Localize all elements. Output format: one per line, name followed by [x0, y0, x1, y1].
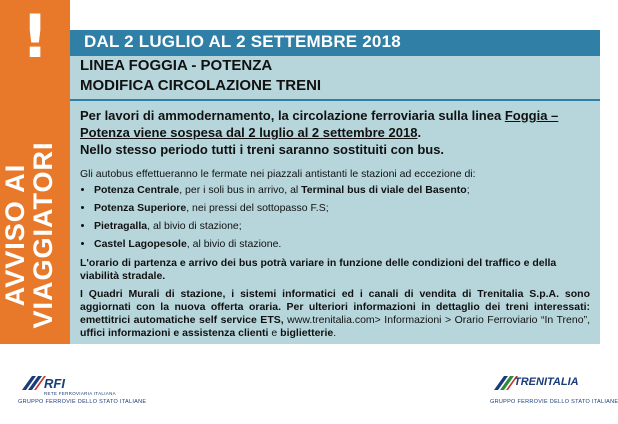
- list-item: [94, 219, 590, 233]
- list-item: [94, 183, 590, 197]
- stop-end: ;: [466, 184, 470, 196]
- side-label-line2: VIAGGIATORI: [28, 141, 58, 329]
- stop-detail: , al bivio di stazione.: [186, 238, 282, 250]
- stop-name: Pietragalla: [94, 220, 148, 232]
- list-item: [94, 237, 590, 251]
- title-line1: LINEA FOGGIA - POTENZA: [80, 57, 273, 74]
- date-range: DAL 2 LUGLIO AL 2 SETTEMBRE 2018: [84, 32, 401, 51]
- stops-intro: Gli autobus effettueranno le fermate nei piazzali antistanti le stazioni ad eccezione di:: [80, 168, 476, 180]
- info-part6: .: [333, 327, 337, 339]
- rfi-brand: RFI: [44, 376, 65, 391]
- stops-section: [80, 167, 590, 255]
- intro-paragraph: [80, 107, 590, 158]
- stop-name: Potenza Superiore: [94, 202, 187, 214]
- stop-name: Castel Lagopesole: [94, 238, 187, 250]
- trenitalia-brand: TRENITALIA: [514, 376, 579, 388]
- rfi-group: GRUPPO FERROVIE DELLO STATO ITALIANE: [18, 399, 147, 405]
- info-part5: biglietterie: [280, 327, 334, 339]
- stop-name: Potenza Centrale: [94, 184, 180, 196]
- rfi-sub: RETE FERROVIARIA ITALIANA: [44, 391, 116, 396]
- side-label-line1: AVVISO AI: [0, 163, 30, 307]
- list-item: [94, 201, 590, 215]
- trenitalia-logo: [490, 372, 618, 412]
- side-label: [1, 121, 71, 349]
- info-part2: www.trenitalia.com> Informazioni > Orario Ferroviario “In Treno”,: [283, 314, 590, 326]
- stop-bold2: Terminal bus di viale del Basento: [301, 184, 467, 196]
- info-part3: uffici informazioni e assistenza clienti: [80, 327, 269, 339]
- stop-detail: , nei pressi del sottopasso F.S;: [186, 202, 329, 214]
- schedule-note: L'orario di partenza e arrivo dei bus potrà variare in funzione delle condizioni del traffico e della viabilità stradale.: [80, 257, 557, 282]
- intro-line3: Nello stesso periodo tutti i treni saranno sostituiti con bus.: [80, 142, 445, 157]
- rfi-logo: [18, 372, 168, 412]
- exclamation-icon: !: [21, 2, 49, 72]
- stop-detail: , per i soli bus in arrivo, al: [179, 184, 302, 196]
- intro-part2: .: [417, 125, 422, 140]
- intro-underlined: Foggia – Potenza viene sospesa dal 2 luglio al 2 settembre 2018: [80, 108, 559, 140]
- info-paragraph: [80, 288, 590, 340]
- stop-detail: , al bivio di stazione;: [147, 220, 242, 232]
- date-header: [70, 30, 600, 56]
- stops-list: [80, 183, 590, 251]
- intro-part1: Per lavori di ammodernamento, la circolazione ferroviaria sulla linea: [80, 108, 505, 123]
- divider: [70, 99, 600, 101]
- info-part1: I Quadri Murali di stazione, i sistemi informatici ed i canali di vendita di Trenitalia S.p.A. sono aggiornati con la nuova offerta oraria. Per ulteriori informazioni in dettaglio dei treni interessati: emettitrici automatiche self service ETS,: [80, 288, 590, 326]
- title-line2: MODIFICA CIRCOLAZIONE TRENI: [80, 77, 322, 94]
- trenitalia-group: GRUPPO FERROVIE DELLO STATO ITALIANE: [490, 399, 618, 405]
- info-part4: e: [268, 327, 281, 339]
- side-stripe: [0, 0, 70, 344]
